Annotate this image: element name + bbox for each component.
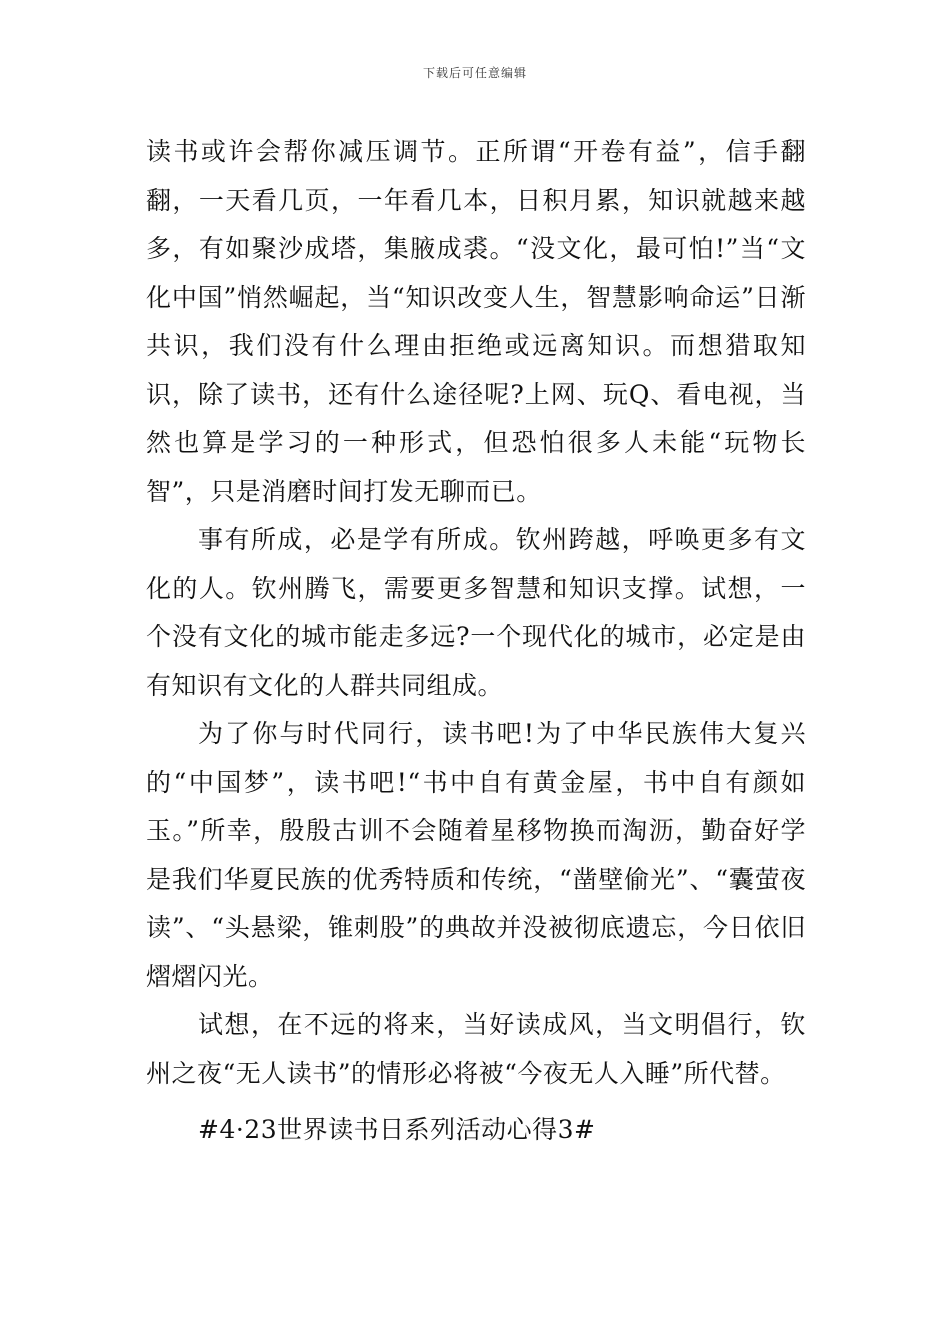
paragraph-1: 读书或许会帮你减压调节。正所谓“开卷有益”，信手翻翻，一天看几页，一年看几本，日积月累，知识就越来越多，有如聚沙成塔，集腋成裘。“没文化，最可怕!”当“文化中国”悄然崛起，当“知识改变人生，智慧影响命运”日渐共识，我们没有什么理由拒绝或远离知识。而想猎取知识，除了读书，还有什么途径呢?上网、玩Q、看电视，当然也算是学习的一种形式，但恐怕很多人未能“玩物长智”，只是消磨时间打发无聊而已。 (146, 137, 806, 506)
document-body (146, 128, 806, 1155)
paragraph-2: 事有所成，必是学有所成。钦州跨越，呼唤更多有文化的人。钦州腾飞，需要更多智慧和知识支撑。试想，一个没有文化的城市能走多远?一个现代化的城市，必定是由有知识有文化的人群共同组成。 (146, 525, 806, 700)
paragraph-3: 为了你与时代同行，读书吧!为了中华民族伟大复兴的“中国梦”，读书吧!“书中自有黄金屋，书中自有颜如玉。”所幸，殷殷古训不会随着星移物换而淘沥，勤奋好学是我们华夏民族的优秀特质和传统，“凿壁偷光”、“囊萤夜读”、“头悬梁，锥刺股”的典故并没被彻底遗忘，今日依旧熠熠闪光。 (146, 719, 806, 991)
section-heading: #4·23世界读书日系列活动心得3# (198, 1115, 596, 1144)
paragraph-4: 试想，在不远的将来，当好读成风，当文明倡行，钦州之夜“无人读书”的情形必将被“今夜无人入睡”所代替。 (146, 1010, 806, 1088)
page-header-note: 下载后可任意编辑 (422, 66, 527, 80)
